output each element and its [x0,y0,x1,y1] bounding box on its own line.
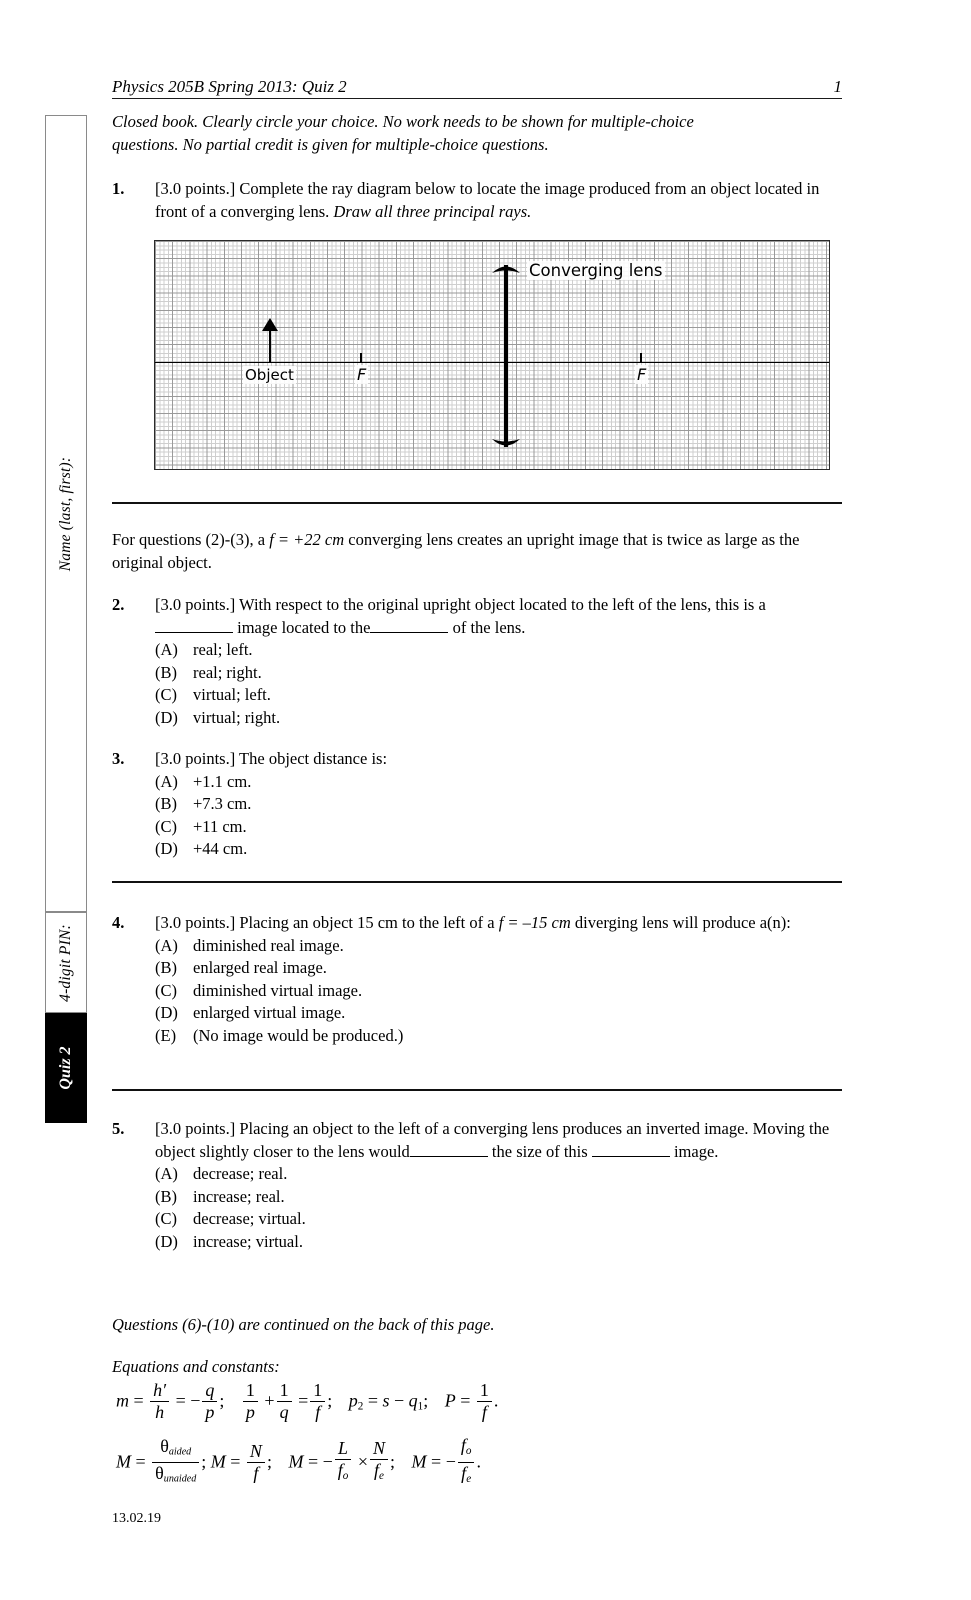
choice-text: decrease; real. [193,1164,288,1183]
preamble-text-post: converging lens creates an upright image that is twice as large as the original object. [112,530,800,572]
question-3-stem: The object distance is: [239,749,388,768]
question-5-stem-pre: Placing an object to the left of a converging lens produces an inverted image. Moving the object slightly closer to the lens would [155,1119,830,1161]
question-2-stem-pre: With respect to the original upright object located to the left of the lens, this is a [239,595,766,614]
choice-text: virtual; left. [193,685,271,704]
question-2-stem-post: of the lens. [452,617,526,637]
choice-option[interactable] [155,1208,842,1231]
ray-diagram-grid[interactable] [154,240,830,470]
page-header [112,76,842,99]
name-field-box[interactable] [45,115,87,912]
question-4-number: 4. [112,913,125,932]
choice-option[interactable] [155,980,842,1003]
choice-label: (D) [155,1003,178,1022]
question-4-stem-pre: Placing an object 15 cm to the left of a [239,913,495,932]
choice-option[interactable] [155,684,842,707]
question-2-blank-1[interactable] [155,632,233,633]
identification-sidebar [45,115,89,1123]
preamble-focal-value: f = +22 cm [269,530,345,549]
question-5-stem-mid: the size of this [491,1141,588,1161]
converging-lens-label: Converging lens [529,261,663,280]
name-field-label: Name (last, first): [57,456,74,571]
question-5-points: [3.0 points.] [155,1119,236,1138]
choice-label: (A) [155,1164,178,1183]
equations-heading: Equations and constants: [112,1357,280,1376]
question-1-body [155,178,842,223]
question-4-choices [155,935,842,1048]
question-5-choices [155,1163,842,1253]
choice-label: (D) [155,1231,178,1251]
focal-point-label-left: F [357,365,367,384]
continuation-note: Questions (6)-(10) are continued on the back of this page. [112,1315,495,1334]
choice-text: diminished virtual image. [193,980,363,1000]
choice-label: (C) [155,1209,177,1228]
question-5-number: 5. [112,1119,125,1138]
question-5-stem-post: image. [673,1141,719,1161]
focal-point-tick-left [360,353,362,363]
choice-option[interactable] [155,662,842,685]
equation-line-1: m = $\frac{h'}{h}$ = − $\frac{q}{p}$ ; $\frac{1}{p}$ + $\frac{1}{q}$ = $\frac{1}{f}$ ; $p_2 = s - q_1$; P = $\frac{1}{f}$ . [116,1380,499,1422]
choice-text: increase; real. [193,1186,285,1206]
question-1-number: 1. [112,179,125,198]
choice-label: (C) [155,685,177,704]
choice-option[interactable] [155,771,842,794]
choice-text: diminished real image. [193,935,344,955]
choice-option[interactable] [155,816,842,839]
question-1-stem-italic: Draw all three principal rays. [333,201,532,221]
quiz-tab-marker [45,1013,87,1123]
choice-option[interactable] [155,707,842,730]
instructions-line-1: Closed book. Clearly circle your choice. No work needs to be shown for multiple-choice [112,112,694,131]
instructions-paragraph [112,110,842,156]
question-5-body [155,1118,842,1253]
choice-option[interactable] [155,1163,842,1186]
choice-option[interactable] [155,1186,842,1209]
question-1-points: [3.0 points.] [155,179,236,198]
instructions-line-2: questions. No partial credit is given for multiple-choice questions. [112,135,549,154]
question-2-points: [3.0 points.] [155,595,236,614]
choice-option[interactable] [155,1025,842,1048]
choice-label: (A) [155,771,178,791]
choice-text: virtual; right. [193,707,281,727]
question-4-body [155,912,842,1047]
section-divider-3 [112,1089,842,1091]
choice-option[interactable] [155,1002,842,1025]
choice-label: (B) [155,1186,177,1206]
choice-option[interactable] [155,639,842,662]
question-5-blank-1[interactable] [410,1156,488,1157]
choice-label: (E) [155,1025,177,1045]
section-divider-2 [112,881,842,883]
choice-option[interactable] [155,1231,842,1254]
question-5-blank-2[interactable] [592,1156,670,1157]
question-2-stem-mid: image located to the [237,617,371,637]
choice-text: +44 cm. [193,839,248,858]
section-divider-1 [112,502,842,504]
object-label: Object [245,366,294,384]
question-2-body [155,594,842,729]
choice-text: +11 cm. [193,816,247,836]
choice-option[interactable] [155,838,842,861]
revision-datestamp: 13.02.19 [112,1511,161,1526]
choice-text: +7.3 cm. [193,794,252,813]
question-3-body [155,748,842,861]
preamble-text-pre: For questions (2)-(3), a [112,530,266,549]
question-4 [112,912,842,1047]
header-page-number: 1 [833,77,842,96]
choice-option[interactable] [155,935,842,958]
choice-option[interactable] [155,793,842,816]
choice-label: (B) [155,958,177,977]
choice-label: (D) [155,707,178,727]
preamble-questions-2-3 [112,528,842,574]
choice-text: real; right. [193,662,262,682]
choice-label: (B) [155,794,177,813]
choice-label: (B) [155,662,177,682]
question-3-choices [155,771,842,861]
pin-field-label: 4-digit PIN: [57,923,74,1002]
choice-label: (C) [155,816,177,836]
choice-label: (C) [155,980,177,1000]
question-2-blank-2[interactable] [370,632,448,633]
choice-text: increase; virtual. [193,1231,303,1251]
choice-label: (A) [155,640,178,659]
question-5 [112,1118,842,1253]
question-3-number: 3. [112,749,125,768]
choice-label: (A) [155,935,178,955]
quiz-tab-label: Quiz 2 [57,1046,74,1090]
header-title: Physics 205B Spring 2013: Quiz 2 [112,77,347,96]
choice-text: enlarged real image. [193,958,327,977]
focal-point-label-right: F [637,365,647,384]
question-2 [112,594,842,729]
question-4-stem-post: diverging lens will produce a(n): [574,913,791,932]
choice-text: enlarged virtual image. [193,1003,346,1022]
converging-lens-icon [491,257,521,455]
question-2-number: 2. [112,595,125,614]
choice-label: (D) [155,839,178,858]
question-4-focal-value: f = –15 cm [498,913,571,932]
choice-text: +1.1 cm. [193,771,252,791]
question-3-points: [3.0 points.] [155,749,236,768]
question-4-points: [3.0 points.] [155,913,236,932]
choice-option[interactable] [155,957,842,980]
equation-line-2: M = $\frac{\text{θaided}}{\text{θunaided}}$ ; M = $\frac{N}{f}$ ; M = − $\frac{L}{f_o}$ × $\frac{N}{f_e}$ ; M = − $\frac{f_o}{f_e}$ . [116,1435,481,1486]
choice-text: (No image would be produced.) [193,1025,404,1045]
pin-field-box[interactable] [45,912,87,1013]
focal-point-tick-right [640,353,642,363]
question-3 [112,748,842,861]
question-1-stem: Complete the ray diagram below to locate the image produced from an object located in front of a converging lens. [155,179,820,221]
choice-text: decrease; virtual. [193,1209,306,1228]
question-2-choices [155,639,842,729]
choice-text: real; left. [193,640,253,659]
object-arrow-icon [269,329,271,363]
question-1 [112,178,842,223]
